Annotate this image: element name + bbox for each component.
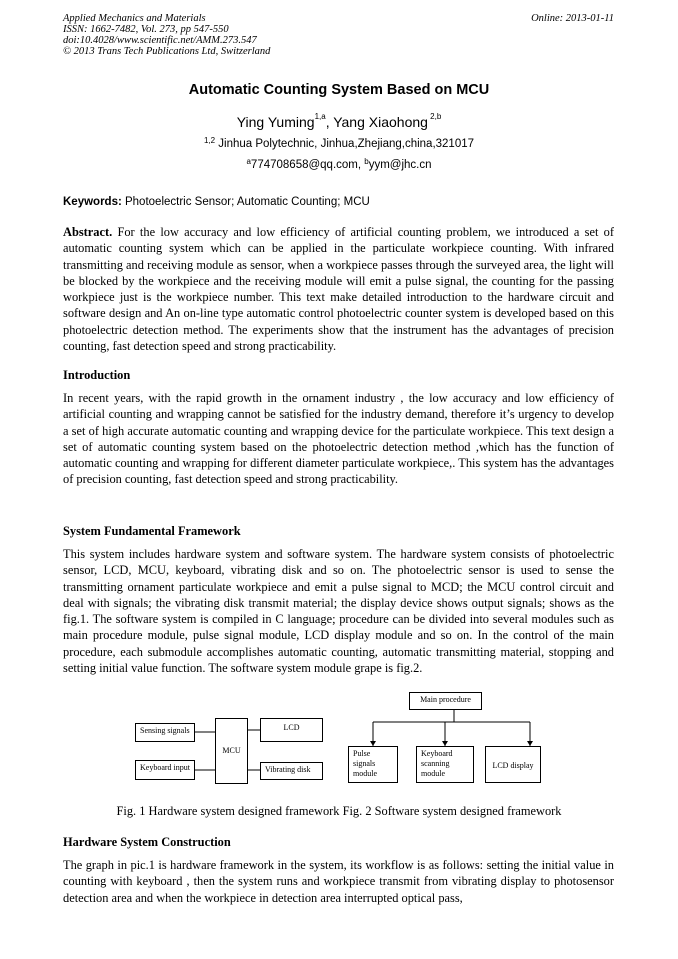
keywords [63, 196, 370, 208]
abstract-text: For the low accuracy and low efficiency of artificial counting problem, we introduced a set of automatic counting system which can be applied in the particulate workpiece counting. With infrared transmitting and receiving module as sensor, when a workpiece passes through the surveyed area, the light will be blocked by the workpiece and the receiving module will emit a pulse signal, the counting for the passing workpiece just is the workpiece number. This text make detailed introduction to the hardware circuit and software design and An on-line type automatic control photoelectric counter system is developed based on this photoelectric detection method. The experiments show that the instrument has the advantages of precision counting, fast detection speed and strong practicability. [63, 225, 614, 354]
figure-caption: Fig. 1 Hardware system designed framework Fig. 2 Software system designed framework [116, 804, 562, 818]
author-sep: , [325, 114, 334, 130]
email-a-sup: a [246, 157, 251, 166]
author-1-sup: 1,a [314, 112, 326, 121]
figures [0, 688, 678, 788]
author-2: Yang Xiaohong [333, 114, 428, 130]
sensing-signals-box: Sensing signals [135, 723, 195, 742]
framework-text: This system includes hardware system and software system. The hardware system consists of photoelectric sensor, LCD, MCU, keyboard, vibrating disk and so on. The photoelectric sensor is used to sense the transmitting ornament particulate workpiece and emit a pulse signal to MCD; the MCU control circuit and deal with signals; the vibrating disk transmit material; the display device shows output signals; shows as the fig.1. The software system is compiled in C language; procedure can be divided into several modules such as main procedure module, pulse signal module, LCD display module and so on. In the control of the main procedure, each submodule accomplishes automatic counting, automatic transmitting material, stopping and setting initial value function. The software system module grape is fig.2. [63, 547, 614, 676]
email-a[interactable]: 774708658@qq.com, [250, 159, 365, 171]
keywords-text: Photoelectric Sensor; Automatic Counting; MCU [121, 196, 370, 208]
lcd-display-box: LCD display [485, 746, 541, 783]
intro-heading: Introduction [63, 368, 131, 382]
author-1: Ying Yuming [236, 114, 315, 130]
keyboard-input-box: Keyboard input [135, 760, 195, 780]
hardware-text: The graph in pic.1 is hardware framework in the system, its workflow is as follows: setting the initial value in counting with keyboard , then the system runs and workpiece transmit from vibrating display to photosensor detection area and when the workpiece in detection area interrupted optical pass, [63, 858, 614, 905]
journal-name: Applied Mechanics and Materials [63, 13, 206, 24]
issn: ISSN: 1662-7482, Vol. 273, pp 547-550 [63, 24, 229, 35]
paper-title: Automatic Counting System Based on MCU [188, 82, 490, 98]
copyright: © 2013 Trans Tech Publications Ltd, Switzerland [63, 46, 271, 57]
keyboard-scanning-box: Keyboard scanning module [416, 746, 474, 783]
abstract [63, 224, 614, 354]
pulse-signals-box: Pulse signals module [348, 746, 398, 783]
doi: doi:10.4028/www.scientific.net/AMM.273.547 [63, 35, 257, 46]
author-2-sup: 2,b [427, 112, 442, 121]
keywords-label: Keywords: [63, 196, 122, 208]
journal-header [63, 13, 270, 57]
affiliation-text: Jinhua Polytechnic, Jinhua,Zhejiang,china,321017 [218, 138, 475, 150]
intro-text: In recent years, with the rapid growth in the ornament industry , the low accuracy and low efficiency of artificial counting and wrapping cannot be satisfied for the industry demand, therefore it’s urgency to develop a set of high accurate automatic counting and wrapping device for the particulate workpiece. This text design a set of automatic counting system based on the photoelectric detection method ,which has the function of automatic counting and wrapping for different diameter particulate workpiece,. This system has the advantages of precision counting, fast detection speed and strong practicability. [63, 391, 614, 487]
authors [0, 114, 678, 130]
affiliation [0, 138, 678, 150]
abstract-label: Abstract. [63, 225, 113, 239]
hardware-heading: Hardware System Construction [63, 835, 231, 849]
main-procedure-box: Main procedure [409, 692, 482, 710]
figure-connectors [0, 688, 678, 788]
email-b[interactable]: yym@jhc.cn [368, 159, 432, 171]
vibrating-disk-box: Vibrating disk [260, 762, 323, 780]
emails [0, 159, 678, 171]
email-b-sup: b [364, 157, 369, 166]
online-date: Online: 2013-01-11 [531, 13, 614, 24]
mcu-box: MCU [215, 718, 248, 784]
framework-heading: System Fundamental Framework [63, 524, 241, 538]
affiliation-sup: 1,2 [203, 136, 216, 145]
lcd-box: LCD [260, 718, 323, 742]
